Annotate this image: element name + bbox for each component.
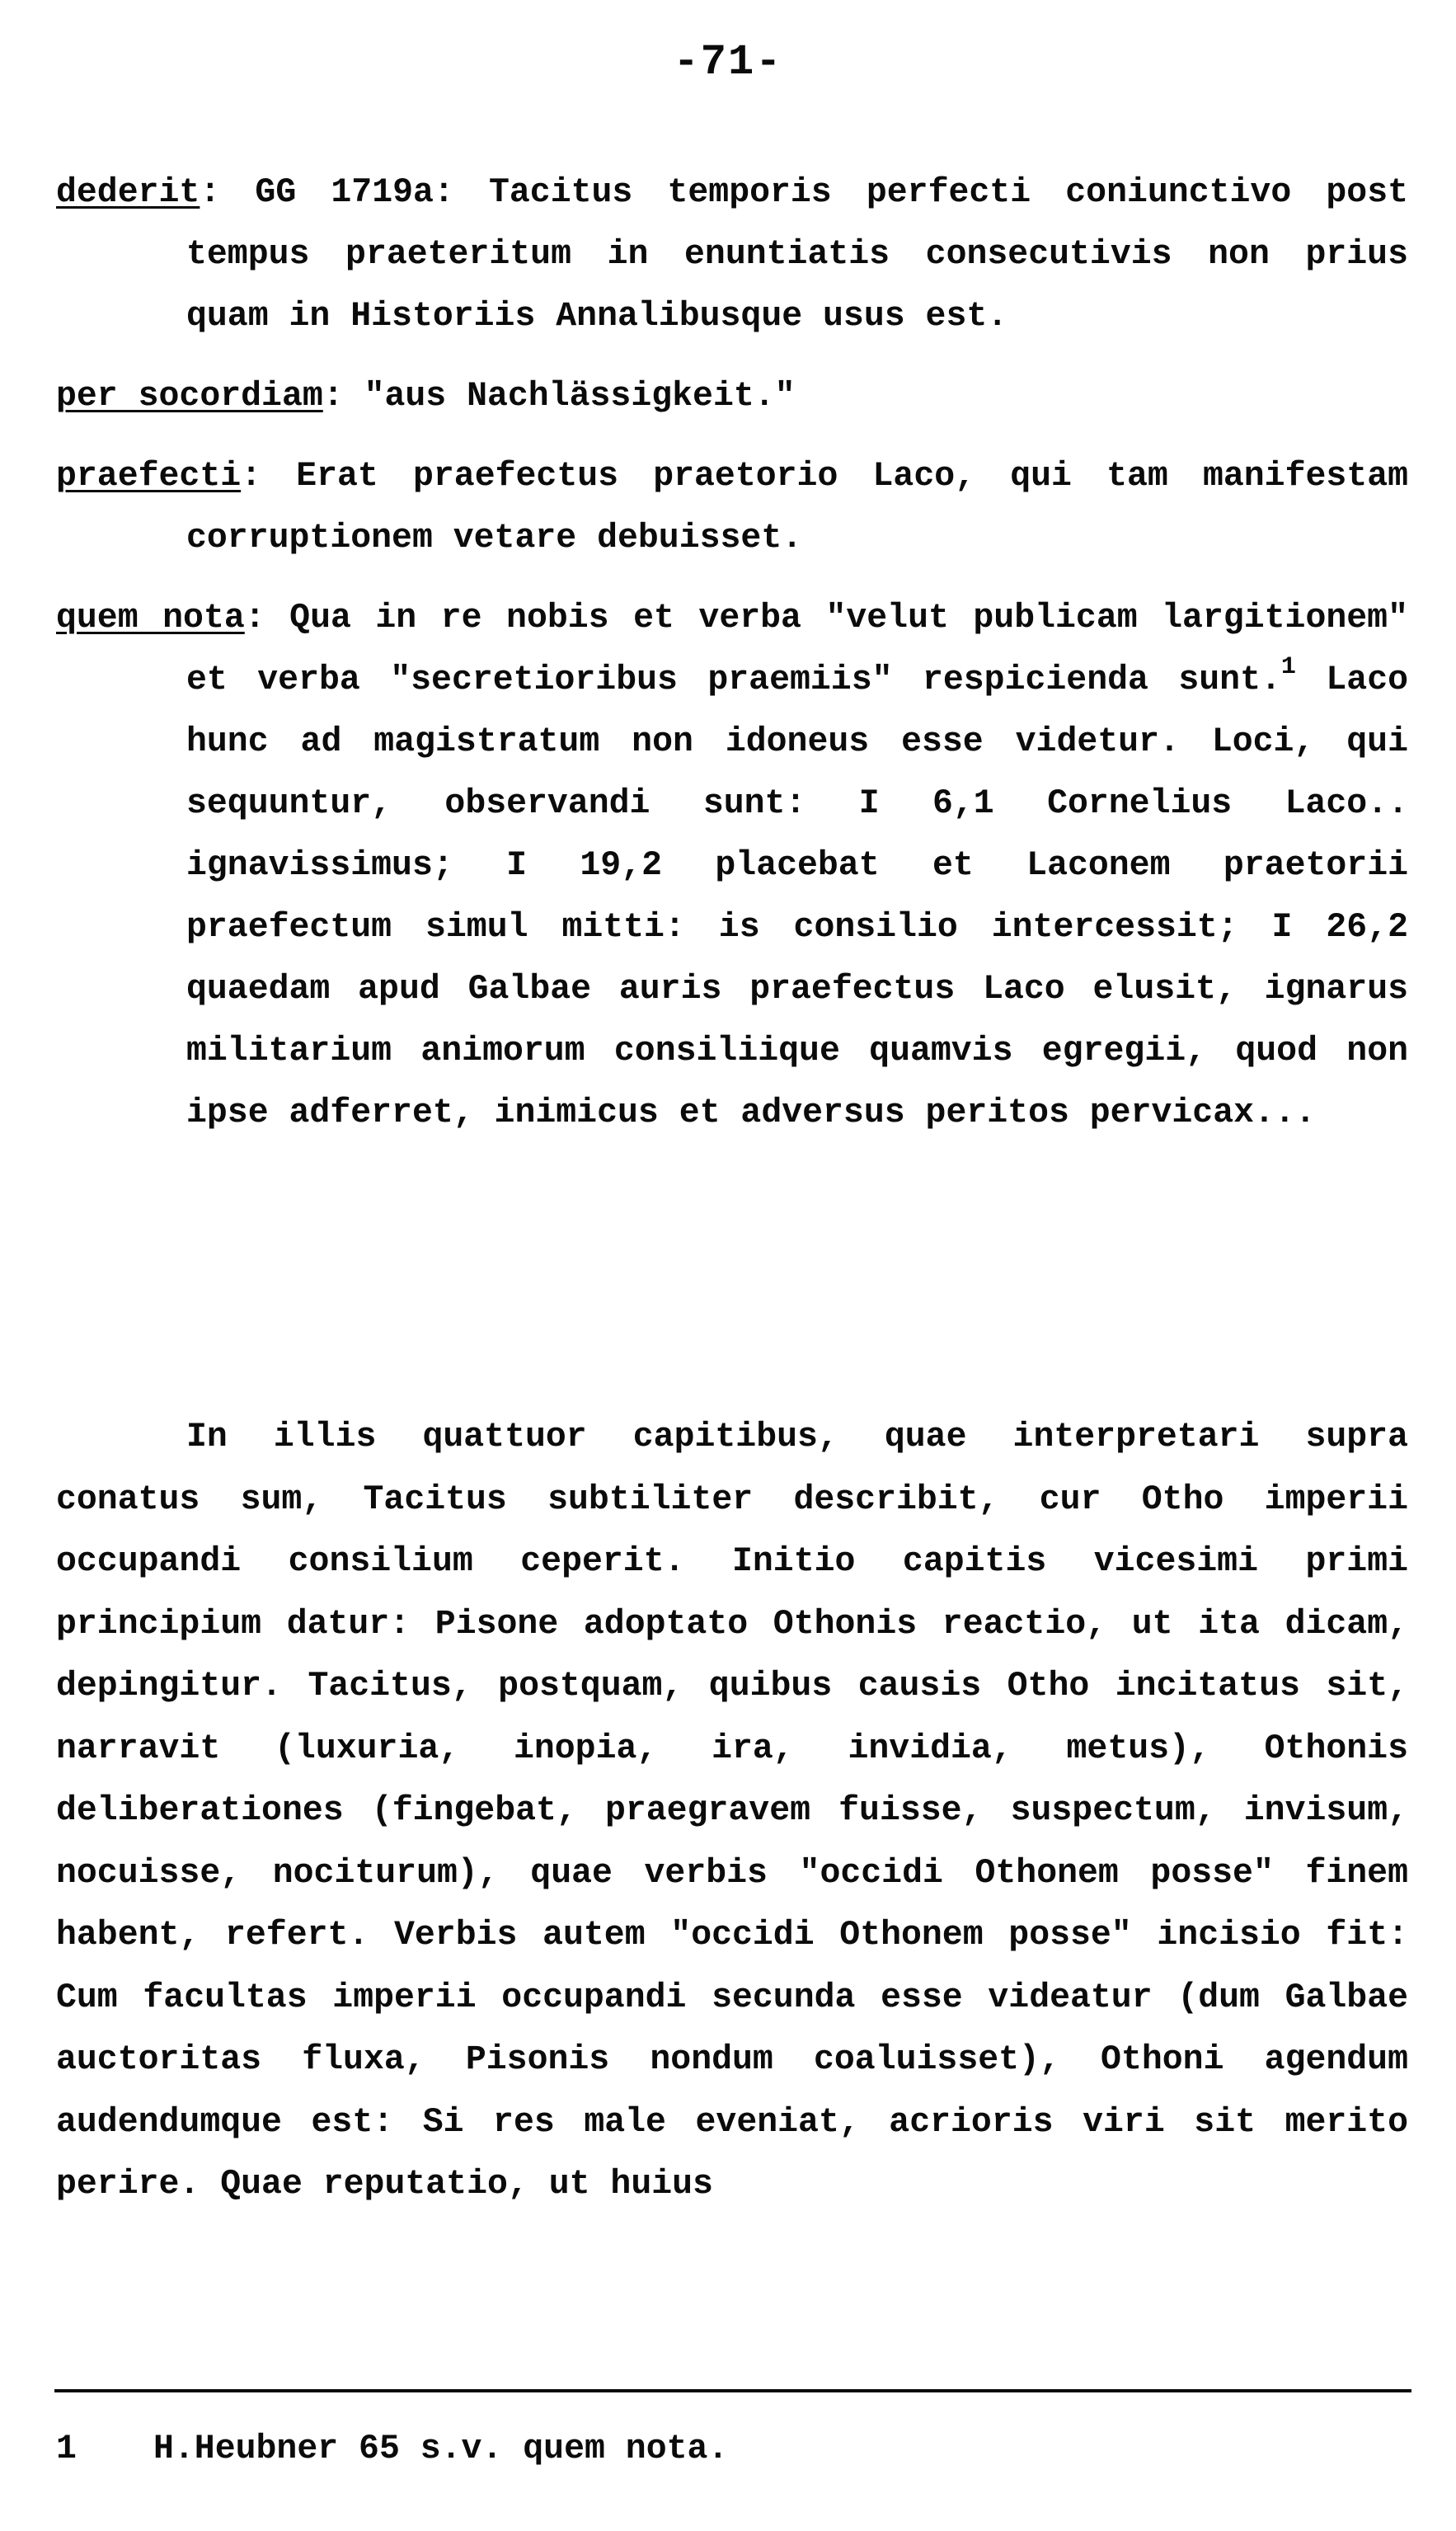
footnote-number: 1 [56, 2430, 77, 2468]
note-text: Qua in re nobis et verba "velut publicam largitionem" et verba "secretioribus praemiis" respicienda sunt. [186, 599, 1408, 699]
note-entry [56, 587, 1408, 1144]
footnote-divider [54, 2389, 1411, 2392]
note-entry [56, 365, 1408, 427]
note-text: GG 1719a: Tacitus temporis perfecti coniunctivo post tempus praeteritum in enuntiatis consecutivis non prius quam in Historiis Annalibusque usus est. [186, 173, 1408, 336]
body-text [56, 1406, 1408, 2216]
footnote-reference[interactable]: 1 [1280, 653, 1296, 682]
note-separator: : [322, 377, 364, 416]
commentary-notes [56, 162, 1408, 1162]
note-entry [56, 445, 1408, 569]
note-lemma: per socordiam [56, 377, 323, 416]
note-text: Erat praefectus praetorio Laco, qui tam manifestam corruptionem vetare debuisset. [186, 457, 1409, 557]
body-paragraph: In illis quattuor capitibus, quae interpretari supra conatus sum, Tacitus subtiliter describit, cur Otho imperii occupandi consilium ceperit. Initio capitis vicesimi primi principium datur: Pisone adoptato Othonis reactio, ut ita dicam, depingitur. Tacitus, postquam, quibus causis Otho incitatus sit, narravit (luxuria, inopia, ira, invidia, metus), Othonis deliberationes (fingebat, praegravem fuisse, suspectum, invisum, nocuisse, nociturum), quae verbis "occidi Othonem posse" finem habent, refert. Verbis autem "occidi Othonem posse" incisio fit: Cum facultas imperii occupandi secunda esse videatur (dum Galbae auctoritas fluxa, Pisonis nondum coaluisset), Othoni agendum audendumque est: Si res male eveniat, acrioris viri sit merito perire. Quae reputatio, ut huius [56, 1418, 1408, 2204]
footnote-text: H.Heubner 65 s.v. quem nota. [153, 2430, 729, 2468]
note-lemma: dederit [56, 173, 200, 212]
note-lemma: praefecti [56, 457, 242, 496]
note-separator: : [241, 457, 297, 496]
note-lemma: quem nota [56, 599, 245, 637]
note-text-continued: Laco hunc ad magistratum non idoneus esse videtur. Loci, qui sequuntur, observandi sunt: I 6,1 Cornelius Laco.. ignavissimus; I 19,2 placebat et Laconem praetorii praefectum simul mitti: is consilio intercessit; I 26,2 quaedam apud Galbae auris praefectus Laco elusit, ignarus militarium animorum consiliique quamvis egregii, quod non ipse adferret, inimicus et adversus peritos pervicax... [186, 661, 1408, 1132]
note-separator: : [200, 173, 256, 212]
note-text: "aus Nachlässigkeit." [364, 377, 796, 416]
footnote [56, 2425, 1408, 2474]
page-number: -71- [673, 38, 783, 87]
note-separator: : [244, 599, 290, 637]
note-entry [56, 162, 1408, 347]
